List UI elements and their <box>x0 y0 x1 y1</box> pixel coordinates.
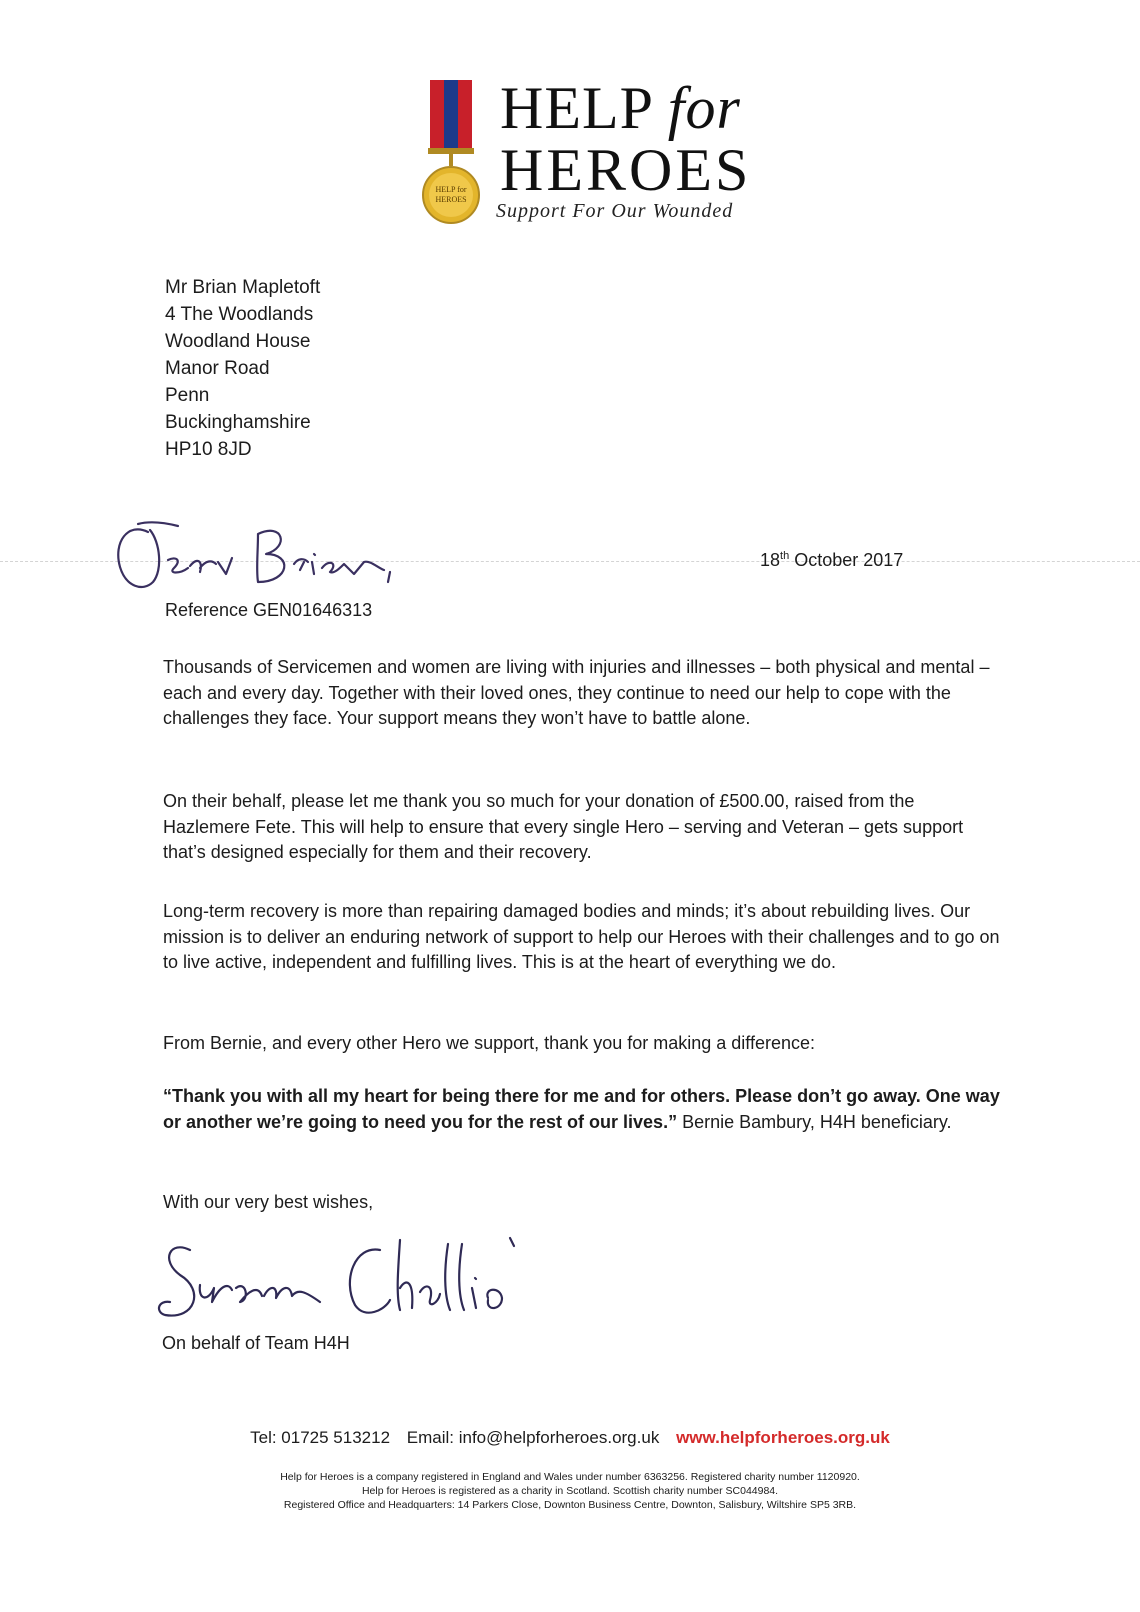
address-line: Manor Road <box>165 358 270 379</box>
paragraph-3: Long-term recovery is more than repairing damaged bodies and minds; it’s about rebuilding lives. Our mission is to deliver an enduring network of support to help our Heroes with their challenges and to go on to live active, independent and fulfilling lives. This is at the heart of everything we do. <box>163 901 1000 972</box>
recipient-address <box>165 274 320 463</box>
paragraph-1: Thousands of Servicemen and women are living with injuries and illnesses – both physical and mental – each and every day. Together with their loved ones, they continue to need our help to cope with the challenges they face. Your support means they won’t have to battle alone. <box>163 657 990 728</box>
email-address[interactable]: Email: info@helpforheroes.org.uk <box>406 1428 660 1447</box>
handwritten-salutation <box>108 512 408 612</box>
medal-text-1: HELP for <box>435 185 467 194</box>
address-line: Mr Brian Mapletoft <box>165 277 321 298</box>
logo-for: for <box>667 75 741 141</box>
website-link[interactable]: www.helpforheroes.org.uk <box>676 1428 890 1447</box>
logo-wordmark <box>500 75 752 203</box>
letter-date: 18th October 2017 <box>760 550 904 570</box>
handwritten-signature <box>150 1230 570 1340</box>
legal-footer <box>0 1470 1140 1512</box>
reference-number: Reference GEN01646313 <box>165 600 373 620</box>
telephone: Tel: 01725 513212 <box>250 1428 391 1447</box>
paragraph-2: On their behalf, please let me thank you so much for your donation of £500.00, raised from the Hazlemere Fete. This will help to ensure that every single Hero – serving and Veteran – gets support that’s designed especially for them and their recovery. <box>163 791 964 862</box>
address-line: Penn <box>165 385 210 406</box>
quote-text: “Thank you with all my heart for being there for me and for others. Please don’t go away. One way or another we’re going to need you for the rest of our lives.” <box>163 1086 1000 1132</box>
quote-attribution: Bernie Bambury, H4H beneficiary. <box>682 1111 952 1132</box>
signoff-team: On behalf of Team H4H <box>162 1333 350 1353</box>
address-line: 4 The Woodlands <box>165 304 314 325</box>
legal-line: Registered Office and Headquarters: 14 Parkers Close, Downton Business Centre, Downton, Salisbury, Wiltshire SP5 3RB. <box>283 1499 857 1511</box>
closing-line: With our very best wishes, <box>163 1192 374 1212</box>
contact-line <box>0 1428 1140 1448</box>
beneficiary-quote <box>163 1084 1003 1135</box>
legal-line: Help for Heroes is registered as a charity in Scotland. Scottish charity number SC044984. <box>361 1485 779 1497</box>
legal-line: Help for Heroes is a company registered in England and Wales under number 6363256. Registered charity number 1120920. <box>280 1471 860 1483</box>
logo-heroes: HEROES <box>500 137 752 203</box>
address-line: Buckinghamshire <box>165 412 311 433</box>
medal-text-2: HEROES <box>435 195 467 204</box>
address-line: Woodland House <box>165 331 311 352</box>
logo-tagline: Support For Our Wounded <box>496 200 734 222</box>
paragraph-4: From Bernie, and every other Hero we support, thank you for making a difference: <box>163 1033 815 1053</box>
logo-help: HELP <box>500 75 652 141</box>
logo-medal-icon <box>420 80 484 240</box>
address-line: HP10 8JD <box>165 439 252 460</box>
